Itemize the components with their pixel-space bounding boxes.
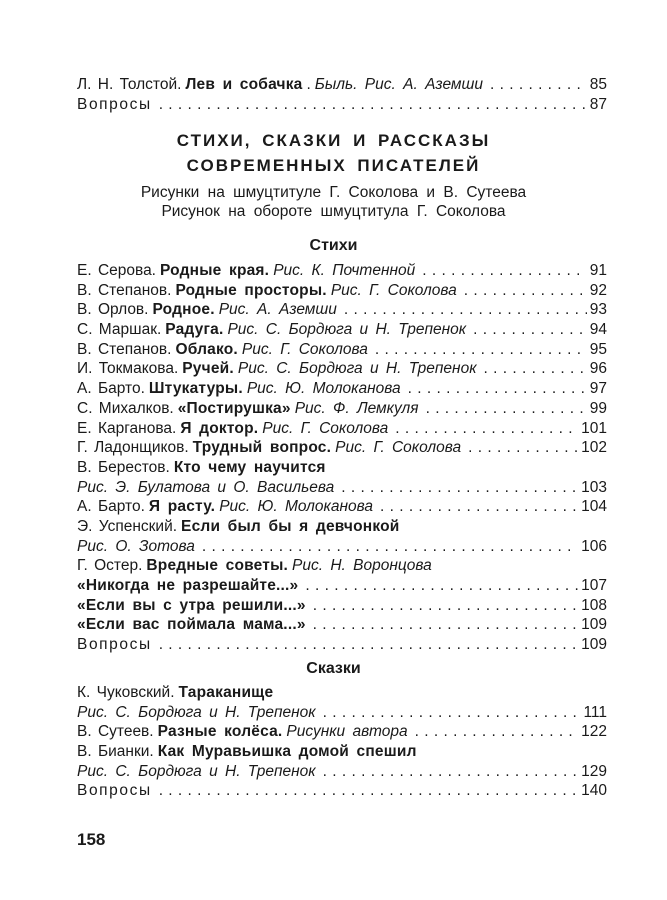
entry-author: И. Токмакова. xyxy=(77,360,179,378)
entry-illustrator: Рис. Г. Соколова xyxy=(262,419,389,437)
entry-title: Лев и собачка xyxy=(185,76,303,93)
entry-page-number: 102 xyxy=(581,439,607,457)
entry-page-number: 107 xyxy=(581,577,607,594)
entry-title: Штукатуры. xyxy=(148,380,243,398)
toc-entry[interactable] xyxy=(77,596,607,616)
entry-title: Если был бы я девчонкой xyxy=(181,517,400,535)
entry-author: Л. Н. Толстой. xyxy=(77,76,182,93)
toc-entry[interactable] xyxy=(77,576,607,596)
entry-author: В. Сутеев. xyxy=(77,723,154,741)
entry-page-number: 104 xyxy=(581,498,607,516)
tales-list xyxy=(77,683,607,801)
toc-entry[interactable] xyxy=(77,75,607,95)
entry-illustrator: Рис. О. Зотова xyxy=(77,537,195,555)
toc-entry[interactable] xyxy=(77,556,607,576)
entry-title: Я расту. xyxy=(148,498,216,516)
entry-title: Ручей. xyxy=(182,360,234,378)
toc-entry[interactable] xyxy=(77,683,607,703)
dot-leader xyxy=(159,635,578,655)
section-credit-line-1: Рисунки на шмуцтитуле Г. Соколова и В. Сутеева xyxy=(140,184,527,201)
entry-illustrator: Рисунки автора xyxy=(286,723,408,741)
entry-illustrator: Рис. А. Аземши xyxy=(218,301,337,319)
entry-title: Как Муравьишка домой спешил xyxy=(157,743,417,761)
entry-page-number: 129 xyxy=(581,762,607,780)
toc-entry[interactable] xyxy=(77,438,607,458)
toc-entry[interactable] xyxy=(77,419,607,439)
toc-entry[interactable] xyxy=(77,762,607,782)
toc-entry[interactable] xyxy=(77,359,607,379)
entry-author: Г. Остер. xyxy=(77,557,143,575)
entry-page-number: 101 xyxy=(581,419,607,437)
entry-illustrator: Рис. С. Бордюга и Н. Трепенок xyxy=(77,762,316,780)
tales-heading: Сказки xyxy=(306,660,361,677)
toc-entry[interactable] xyxy=(77,722,607,742)
poems-list xyxy=(77,261,607,655)
entry-page-number: 99 xyxy=(589,399,607,417)
dot-leader xyxy=(344,300,587,320)
toc-top-rows xyxy=(77,75,607,114)
toc-entry[interactable] xyxy=(77,300,607,320)
section-title-line-1: СТИХИ, СКАЗКИ И РАССКАЗЫ xyxy=(176,131,491,150)
toc-entry[interactable] xyxy=(77,261,607,281)
toc-entry[interactable] xyxy=(77,281,607,301)
entry-page-number: 103 xyxy=(581,478,607,496)
entry-page-number: 87 xyxy=(589,95,607,113)
toc-entry[interactable] xyxy=(77,320,607,340)
entry-title: Разные колёса. xyxy=(157,723,283,741)
dot-leader xyxy=(323,703,581,723)
dot-leader xyxy=(395,419,578,439)
toc-entry[interactable] xyxy=(77,478,607,498)
entry-page-number: 140 xyxy=(581,782,607,800)
dot-leader xyxy=(305,576,578,596)
toc-entry[interactable] xyxy=(77,703,607,723)
entry-illustrator: Рис. Ф. Лемкуля xyxy=(294,399,419,417)
entry-author: А. Барто. xyxy=(77,380,145,398)
entry-page-number: 94 xyxy=(589,321,607,339)
section-credit-line-2: Рисунок на обороте шмуцтитула Г. Соколова xyxy=(161,203,506,220)
entry-author: В. Бианки. xyxy=(77,743,154,761)
entry-page-number: 122 xyxy=(581,723,607,741)
entry-title: Трудный вопрос. xyxy=(192,439,332,457)
entry-page-number: 109 xyxy=(581,616,607,634)
entry-author: Е. Карганова. xyxy=(77,419,177,437)
entry-page-number: 106 xyxy=(581,537,607,555)
entry-author: Вопросы xyxy=(77,782,152,800)
entry-page-number: 96 xyxy=(589,360,607,378)
section-title-line-2: СОВРЕМЕННЫХ ПИСАТЕЛЕЙ xyxy=(186,156,481,175)
entry-illustrator: Рис. Н. Воронцова xyxy=(292,557,432,575)
entry-author: А. Барто. xyxy=(77,498,145,516)
toc-entry[interactable] xyxy=(77,635,607,655)
entry-title: Тараканище xyxy=(178,684,274,701)
entry-author: С. Михалков. xyxy=(77,399,174,417)
toc-entry[interactable] xyxy=(77,742,607,762)
toc-entry[interactable] xyxy=(77,781,607,801)
entry-title: Я доктор. xyxy=(180,419,259,437)
entry-page-number: 97 xyxy=(589,380,607,398)
entry-illustrator: Рис. С. Бордюга и Н. Трепенок xyxy=(227,321,467,339)
toc-entry[interactable] xyxy=(77,458,607,478)
entry-page-number: 109 xyxy=(581,636,607,654)
entry-illustrator: Рис. Г. Соколова xyxy=(241,340,368,358)
entry-title: Вредные советы. xyxy=(146,557,289,575)
entry-title: «Никогда не разрешайте...» xyxy=(77,577,299,594)
dot-leader xyxy=(426,399,587,419)
toc-entry[interactable] xyxy=(77,615,607,635)
dot-leader xyxy=(422,261,586,281)
entry-illustrator: Быль. Рис. А. Аземши xyxy=(314,76,483,93)
dot-leader xyxy=(490,75,587,95)
entry-title: «Постирушка» xyxy=(177,399,291,417)
entry-illustrator: Рис. Ю. Молоканова xyxy=(246,380,401,398)
dot-leader xyxy=(313,596,578,616)
dot-leader xyxy=(341,478,578,498)
entry-page-number: 93 xyxy=(589,301,607,319)
entry-author: Вопросы xyxy=(77,636,152,654)
entry-title: Радуга. xyxy=(165,321,224,339)
entry-author: К. Чуковский. xyxy=(77,684,175,701)
dot-leader xyxy=(323,762,579,782)
toc-entry[interactable] xyxy=(77,379,607,399)
dot-leader xyxy=(159,781,578,801)
entry-title: Родные края. xyxy=(160,262,270,279)
entry-page-number: 108 xyxy=(581,596,607,614)
toc-entry[interactable] xyxy=(77,399,607,419)
dot-leader xyxy=(408,379,587,399)
entry-illustrator: Рис. С. Бордюга и Н. Трепенок xyxy=(77,703,316,721)
dot-leader xyxy=(375,340,587,360)
entry-illustrator: Рис. Ю. Молоканова xyxy=(219,498,373,516)
entry-author: Г. Ладонщиков. xyxy=(77,439,189,457)
toc-entry[interactable] xyxy=(77,340,607,360)
toc-entry[interactable] xyxy=(77,537,607,557)
entry-illustrator: Рис. Г. Соколова xyxy=(335,439,462,457)
entry-page-number: 95 xyxy=(589,340,607,358)
entry-author: Вопросы xyxy=(77,95,152,113)
entry-page-number: 111 xyxy=(583,703,607,721)
dot-leader xyxy=(484,359,587,379)
dot-leader xyxy=(473,320,587,340)
dot-leader xyxy=(202,537,578,557)
entry-author: В. Степанов. xyxy=(77,340,172,358)
dot-leader xyxy=(415,722,579,742)
entry-title: Родные просторы. xyxy=(175,281,327,299)
entry-author: С. Маршак. xyxy=(77,321,162,339)
entry-author: В. Берестов. xyxy=(77,458,170,476)
entry-title: Облако. xyxy=(175,340,238,358)
entry-title: Родное. xyxy=(152,301,215,319)
entry-illustrator: Рис. С. Бордюга и Н. Трепенок xyxy=(237,360,477,378)
entry-author: Е. Серова. xyxy=(77,262,156,279)
dot-leader xyxy=(468,438,578,458)
poems-heading: Стихи xyxy=(309,237,358,254)
entry-page-number: 91 xyxy=(589,262,607,279)
entry-author: В. Орлов. xyxy=(77,301,149,319)
dot-leader xyxy=(313,615,578,635)
page-number: 158 xyxy=(77,830,106,849)
entry-author: Э. Успенский. xyxy=(77,517,178,535)
dot-leader xyxy=(464,281,587,301)
dot-leader xyxy=(380,497,578,517)
entry-page-number: 85 xyxy=(589,76,607,93)
entry-title: «Если вы с утра решили...» xyxy=(77,596,306,614)
entry-separator: . xyxy=(306,76,311,93)
entry-page-number: 92 xyxy=(589,281,607,299)
toc-entry[interactable] xyxy=(77,517,607,537)
dot-leader xyxy=(159,95,587,115)
toc-entry[interactable] xyxy=(77,497,607,517)
entry-title: Кто чему научится xyxy=(173,458,326,476)
entry-illustrator: Рис. К. Почтенной xyxy=(273,262,416,279)
entry-title: «Если вас поймала мама...» xyxy=(77,616,306,634)
entry-illustrator: Рис. Г. Соколова xyxy=(330,281,457,299)
entry-author: В. Степанов. xyxy=(77,281,172,299)
entry-illustrator: Рис. Э. Булатова и О. Васильева xyxy=(77,478,335,496)
toc-entry[interactable] xyxy=(77,95,607,115)
